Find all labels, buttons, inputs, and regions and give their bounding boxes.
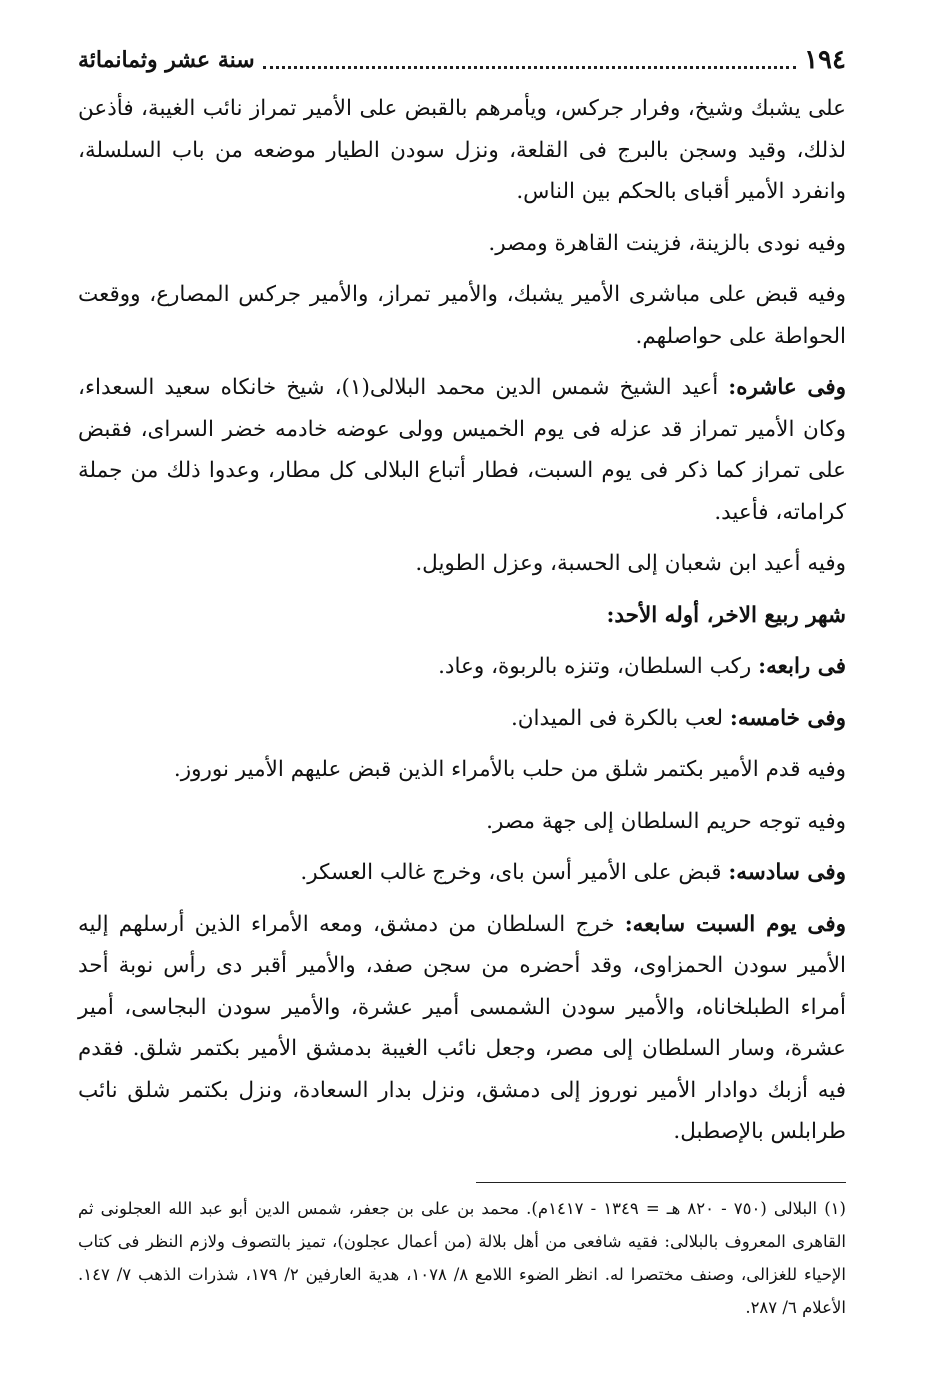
paragraph-text: وفيه قبض على مباشرى الأمير يشبك، والأمير تمراز، والأمير جركس المصارع، ووقعت الحواطة على حواصلهم. [78,282,846,349]
paragraph [78,749,846,791]
paragraph [78,223,846,265]
paragraph-lead: وفى عاشره: [728,375,846,400]
paragraph-text: خرج السلطان من دمشق، ومعه الأمراء الذين أرسلهم إليه الأمير سودن الحمزاوى، وقد أحضره من سجن صفد، والأمير أقبر دى رأس نوبة أحد أمراء الطبلخاناه، والأمير سودن الشمسى أمير عشرة، والأمير سودن البجاسى، أمير عشرة، وسار السلطان إلى مصر، وجعل نائب الغيبة بدمشق الأمير بكتمر شلق. فقدم فيه أزبك دوادار الأمير نوروز إلى دمشق، ونزل بدار السعادة، ونزل بكتمر شلق نائب طرابلس بالإصطبل. [78,911,846,1144]
paragraph-text: وفيه توجه حريم السلطان إلى جهة مصر. [486,808,846,834]
page-number: ١٩٤ [804,45,846,75]
paragraph-text: قبض على الأمير أسن باى، وخرج غالب العسكر. [300,860,729,885]
month-heading [78,595,846,637]
paragraph-text: وفيه نودى بالزينة، فزينت القاهرة ومصر. [488,230,846,256]
paragraph [78,852,846,894]
running-title: سنة عشر وثمانمائة [78,47,255,73]
paragraph [78,367,846,533]
paragraph-text: وفيه قدم الأمير بكتمر شلق من حلب بالأمراء الذين قبض عليهم الأمير نوروز. [173,757,846,782]
paragraph-lead: وفى خامسه: [729,705,846,731]
main-text [78,88,846,1163]
paragraph [78,88,846,213]
paragraph-lead: وفى يوم السبت سابعه: [624,911,846,937]
dotted-leader [263,52,796,69]
footnote-divider [476,1182,846,1183]
footnotes [78,1192,846,1324]
paragraph-text: لعب بالكرة فى الميدان. [510,705,730,731]
paragraph [78,646,846,688]
paragraph-text: وفيه أعيد ابن شعبان إلى الحسبة، وعزل الطويل. [415,551,846,576]
footnote: (١) البلالى (٧٥٠ - ٨٢٠ هـ = ١٣٤٩ - ١٤١٧م). محمد بن على بن جعفر، شمس الدين أبو عبد الله العجلونى ثم القاهرى المعروف بالبلالى: فقيه شافعى من أهل بلالة (من أعمال عجلون)، تميز بالتصوف ولازم النظر فى كتاب الإحياء للغزالى، وصنف مختصرا له. انظر الضوء اللامع ٨/ ١٠٧٨، هدية العارفين ٢/ ١٧٩، شذرات الذهب ٧/ ١٤٧. الأعلام ٦/ ٢٨٧. [78,1199,846,1317]
paragraph-lead: شهر ربيع الاخر، أوله الأحد: [606,602,846,628]
paragraph [78,801,846,843]
paragraph-text: على يشبك وشيخ، وفرار جركس، ويأمرهم بالقبض على الأمير تمراز نائب الغيبة، فأذعن لذلك، وقيد وسجن بالبرج فى القلعة، ونزل سودن الطيار موضعه من باب السلسلة، وانفرد الأمير أقباى بالحكم بين الناس. [78,96,846,204]
page-header [78,40,846,80]
paragraph-lead: فى رابعه: [758,654,846,679]
paragraph [78,698,846,740]
paragraph-text: ركب السلطان، وتنزه بالربوة، وعاد. [438,654,759,679]
paragraph [78,274,846,357]
paragraph [78,904,846,1153]
paragraph-lead: وفى سادسه: [728,860,846,885]
paragraph [78,543,846,585]
paragraph-text: أعيد الشيخ شمس الدين محمد البلالى(١)، شيخ خانكاه سعيد السعداء، وكان الأمير تمراز قد عزله فى يوم الخميس وولى عوضه خادمه خضر السراى، فقبض على تمراز كما ذكر فى يوم السبت، فطار أتباع البلالى كل مطار، وعدوا ذلك من جملة كراماته، فأعيد. [78,375,846,525]
